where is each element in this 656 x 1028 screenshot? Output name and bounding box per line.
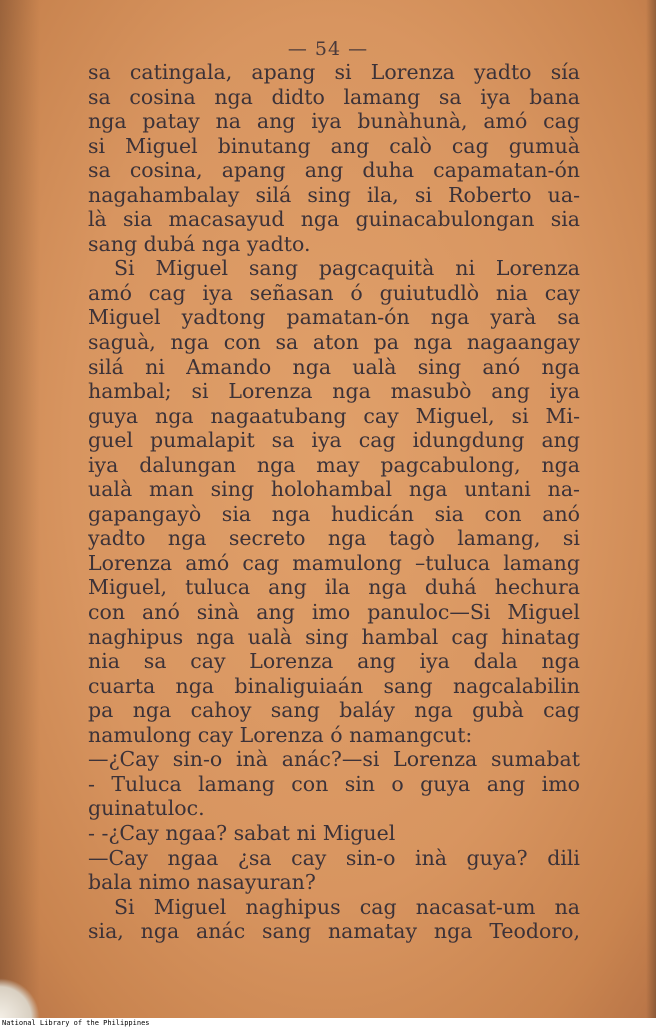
text-line: si Miguel binutang ang calò cag gumuà [88,133,580,158]
text-line: Lorenza amó cag mamulong –tuluca lamang [88,550,580,575]
text-line: sa cosina nga didto lamang sa iya bana [88,84,580,109]
text-line: —Cay ngaa ¿sa cay sin-o inà guya? dili [88,845,580,870]
text-line: saguà, nga con sa aton pa nga nagaangay [88,330,580,355]
text-line: iya dalungan nga may pagcabulong, nga [88,452,580,477]
text-line: sia, nga anác sang namatay nga Teodoro, [88,919,580,944]
text-line: nia sa cay Lorenza ang iya dala nga [88,649,580,674]
text-line: yadto nga secreto nga tagò lamang, si [88,526,580,551]
text-line: nga patay na ang iya bunàhunà, amó cag [88,109,580,134]
text-line: Si Miguel sang pagcaquità ni Lorenza [114,256,580,281]
paper-corner [0,978,40,1018]
text-line: Miguel yadtong pamatan-ón nga yarà sa [88,305,580,330]
page-text [88,60,580,944]
text-line: sang dubá nga yadto. [88,231,311,256]
page-number: — 54 — [287,38,369,60]
text-line: pa nga cahoy sang baláy nga gubà cag [88,698,580,723]
text-line: hambal; si Lorenza nga masubò ang iya [88,379,580,404]
text-line: silá ni Amando nga ualà sing anó nga [88,354,580,379]
footer-bar [0,1018,656,1028]
text-line: nagahambalay silá sing ila, si Roberto ua- [88,182,580,207]
text-line: naghipus nga ualà sing hambal cag hinatag [88,624,580,649]
text-line: amó cag iya señasan ó guiutudlò nia cay [88,280,580,305]
text-line: - -¿Cay ngaa? sabat ni Miguel [88,820,396,845]
page-edge-shadow [646,0,656,1018]
text-line: - Tuluca lamang con sin o guya ang imo [88,771,580,796]
text-line: namulong cay Lorenza ó namangcut: [88,722,473,747]
text-line: sa catingala, apang si Lorenza yadto sía [88,60,580,84]
text-line: guel pumalapit sa iya cag idungdung ang [88,428,580,453]
text-line: ualà man sing holohambal nga untani na- [88,477,580,502]
text-line: guya nga nagaatubang cay Miguel, si Mi- [88,403,580,428]
text-line: Si Miguel naghipus cag nacasat-um na [114,894,580,919]
text-line: sa cosina, apang ang duha capamatan-ón [88,158,580,183]
text-line: Miguel, tuluca ang ila nga duhá hechura [88,575,580,600]
text-line: con anó sinà ang imo panuloc—Si Miguel [88,600,580,625]
text-line: gapangayò sia nga hudicán sia con anó [88,501,580,526]
text-line: cuarta nga binaliguiaán sang nagcalabilin [88,673,580,698]
footer-credit: National Library of the Philippines [2,1019,150,1027]
text-line: —¿Cay sin-o inà anác?—si Lorenza sumabat [88,747,580,772]
text-line: guinatuloc. [88,796,205,821]
text-line: bala nimo nasayuran? [88,870,316,895]
text-line: là sia macasayud nga guinacabulongan sia [88,207,580,232]
